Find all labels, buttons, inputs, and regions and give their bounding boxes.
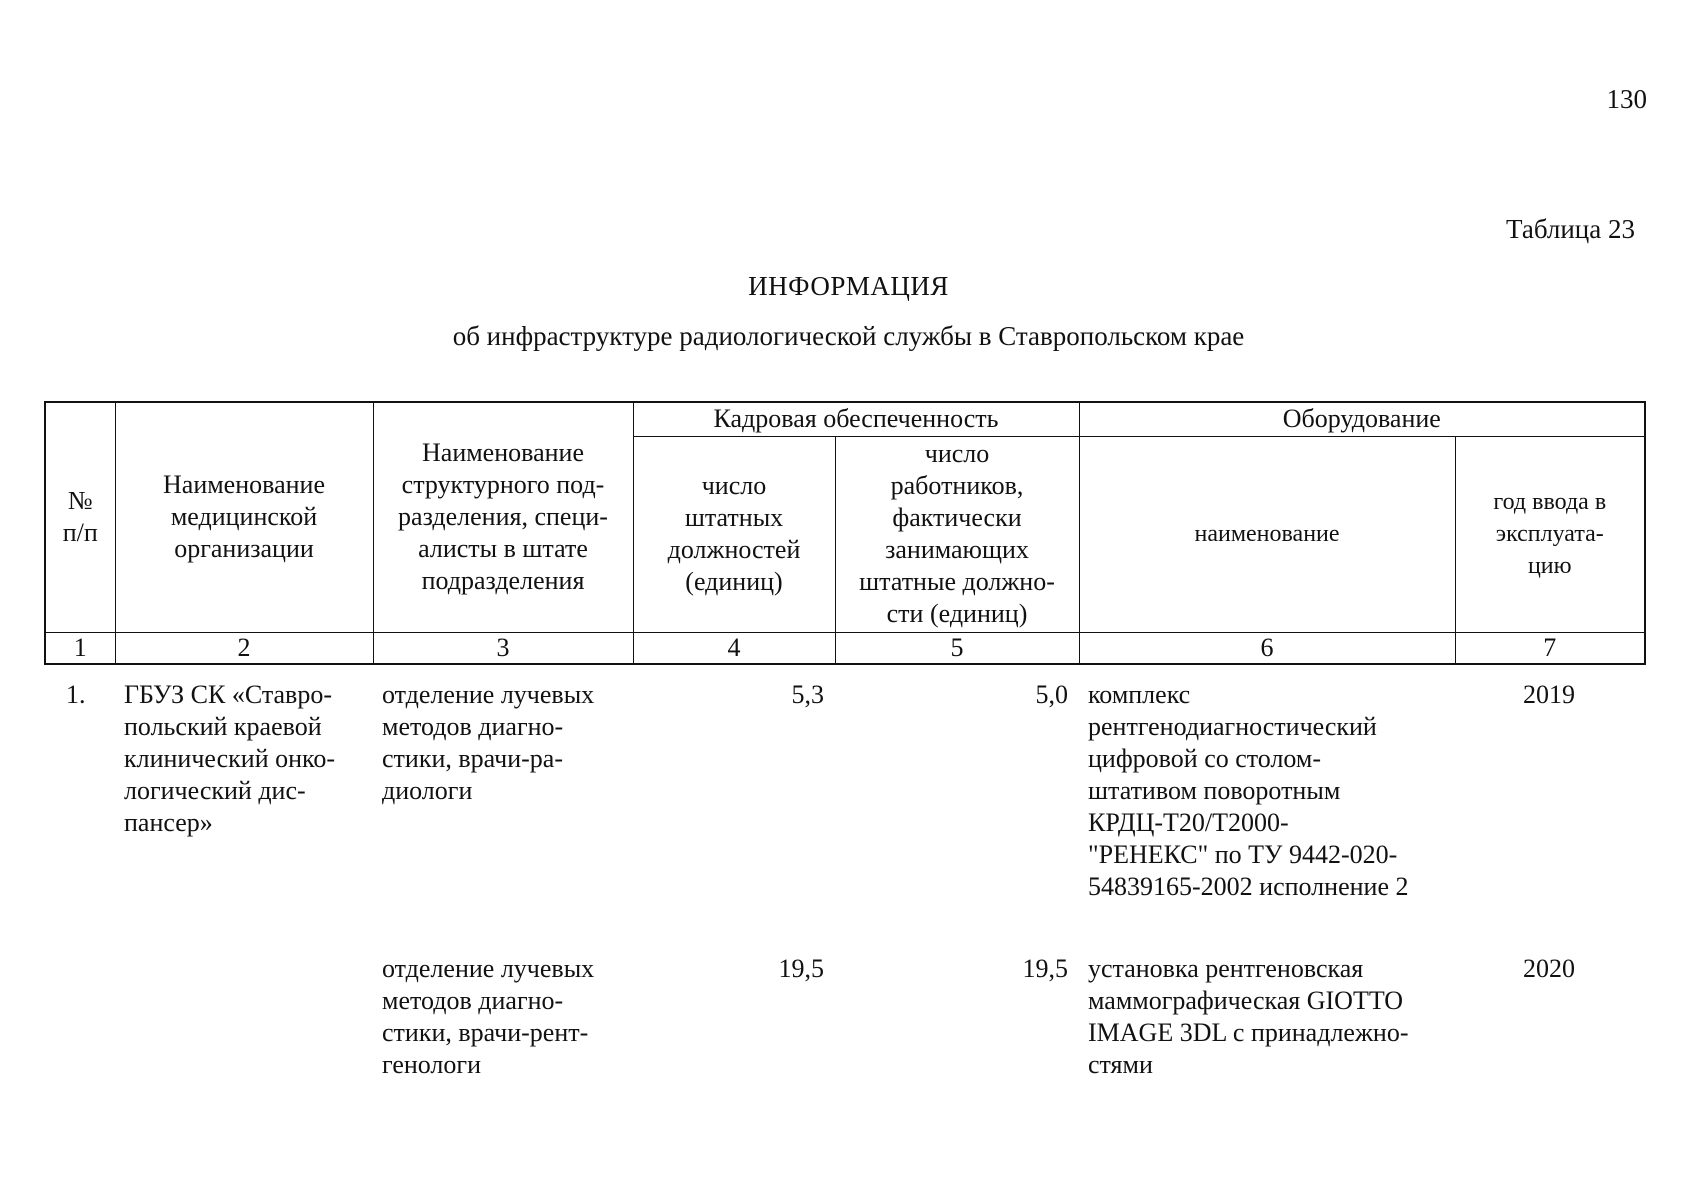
column-number: 3: [373, 632, 633, 664]
table-header: [44, 401, 1646, 665]
document-subtitle: об инфраструктуре радиологической службы в Ставропольском крае: [452, 321, 1245, 351]
column-number: 7: [1455, 632, 1645, 664]
row-number: [44, 953, 114, 1081]
header-col-equipment-name: наименование: [1079, 436, 1455, 632]
organization-name: ГБУЗ СК «Ставро- польский краевой клинический онко- логический дис- пансер»: [124, 680, 335, 837]
staff-positions-value: 19,5: [778, 954, 824, 983]
table-row: [44, 679, 1644, 903]
commission-year: 2019: [1523, 680, 1575, 709]
column-number: 2: [115, 632, 373, 664]
table-body: [44, 679, 1644, 1081]
header-col-organization: Наименование медицинской организации: [115, 402, 373, 632]
table-row: [44, 953, 1644, 1081]
staff-actual-value: 19,5: [1022, 954, 1068, 983]
header-group-equipment: Оборудование: [1079, 402, 1645, 436]
organization-name: [114, 953, 372, 1081]
staff-actual-value: 5,0: [1035, 680, 1068, 709]
header-col-department: Наименование структурного под- разделения, специ- алисты в штате подразделения: [373, 402, 633, 632]
equipment-name: комплекс рентгенодиагностический цифровой со столом- штативом поворотным КРДЦ-Т20/Т2000- "РЕНЕКС" по ТУ 9442-020- 54839165-2002 исполнение 2: [1088, 680, 1409, 901]
staff-positions-value: 5,3: [791, 680, 824, 709]
department-name: отделение лучевых методов диагно- стики, врачи-рент- генологи: [382, 954, 595, 1079]
commission-year: 2020: [1523, 954, 1575, 983]
row-number: 1.: [66, 680, 86, 709]
column-numbers-row: [45, 632, 1645, 664]
table-label: Таблица 23: [1506, 214, 1635, 244]
header-col-staff-positions: число штатных должностей (единиц): [633, 436, 835, 632]
column-number: 4: [633, 632, 835, 664]
header-col-year: год ввода в эксплуата- цию: [1455, 436, 1645, 632]
equipment-name: установка рентгеновская маммографическая GIOTTO IMAGE 3DL с принадлежно- стями: [1088, 954, 1409, 1079]
header-group-staffing: Кадровая обеспеченность: [633, 402, 1079, 436]
column-number: 6: [1079, 632, 1455, 664]
department-name: отделение лучевых методов диагно- стики, врачи-ра- диологи: [382, 680, 595, 805]
column-number: 5: [835, 632, 1079, 664]
header-col-number: № п/п: [45, 402, 115, 632]
header-col-staff-actual: число работников, фактически занимающих штатные должно- сти (единиц): [835, 436, 1079, 632]
document-title: ИНФОРМАЦИЯ: [748, 271, 949, 301]
page-number: 130: [1606, 84, 1647, 114]
column-number: 1: [45, 632, 115, 664]
